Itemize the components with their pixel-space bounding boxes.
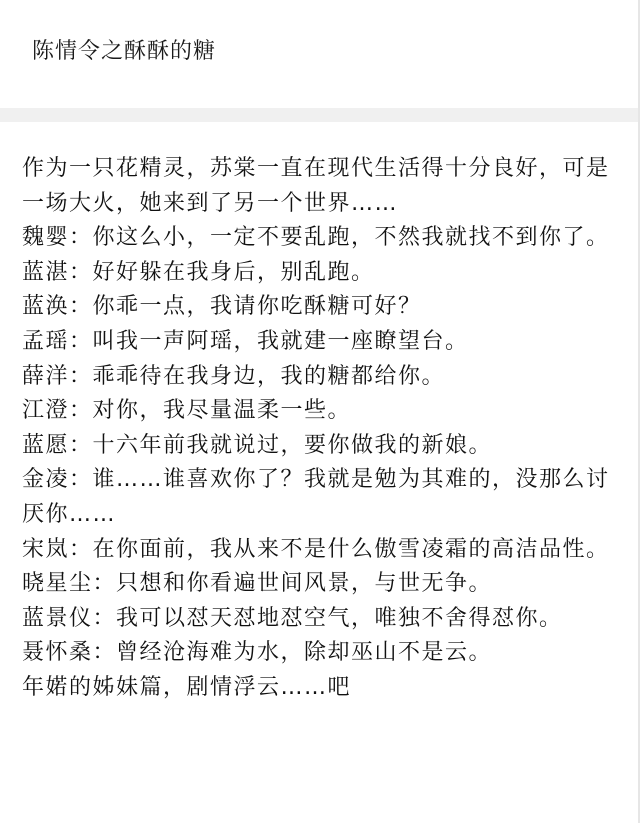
quote-xue-yang: 薛洋：乖乖待在我身边，我的糖都给你。	[22, 363, 446, 389]
quote-lan-huan: 蓝涣：你乖一点，我请你吃酥糖可好？	[22, 294, 422, 320]
section-divider	[0, 108, 640, 122]
quote-lan-jingyi: 蓝景仪：我可以怼天怼地怼空气，唯独不舍得怼你。	[22, 605, 563, 631]
article-title: 陈情令之酥酥的糖	[32, 39, 217, 64]
quote-meng-yao: 孟瑶：叫我一声阿瑶，我就建一座瞭望台。	[22, 328, 469, 354]
intro-paragraph: 作为一只花精灵，苏棠一直在现代生活得十分良好，可是一场大火，她来到了另一个世界……	[22, 156, 610, 216]
quote-jiang-cheng: 江澄：对你，我尽量温柔一些。	[22, 398, 352, 424]
quote-nie-huaisang: 聂怀桑：曾经沧海难为水，除却巫山不是云。	[22, 640, 493, 666]
quote-wei-ying: 魏婴：你这么小，一定不要乱跑，不然我就找不到你了。	[22, 225, 610, 251]
quote-lan-zhan: 蓝湛：好好躲在我身后，别乱跑。	[22, 259, 375, 285]
quote-song-lan: 宋岚：在你面前，我从来不是什么傲雪凌霜的高洁品性。	[22, 536, 610, 562]
quote-jin-ling: 金凌：谁……谁喜欢你了？我就是勉为其难的，没那么讨厌你……	[22, 467, 610, 527]
header	[0, 0, 640, 108]
quote-xiao-xingchen: 晓星尘：只想和你看遍世间风景，与世无争。	[22, 571, 493, 597]
closing-note: 年婼的姊妹篇，剧情浮云……吧	[22, 674, 352, 700]
article-body	[22, 152, 622, 706]
quote-lan-yuan: 蓝愿：十六年前我就说过，要你做我的新娘。	[22, 432, 493, 458]
